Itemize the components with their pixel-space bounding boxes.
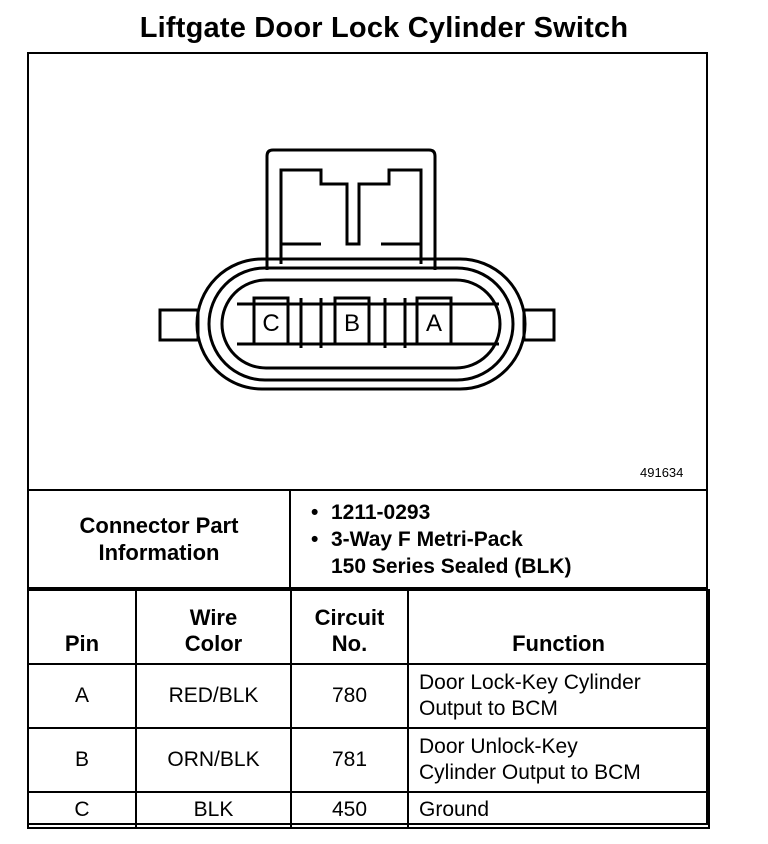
diagram-title: Liftgate Door Lock Cylinder Switch (139, 12, 629, 44)
connector-type: • 3-Way F Metri-Pack (311, 527, 523, 551)
header-wire-color: Wire Color (136, 590, 291, 664)
figure-id: 491634 (640, 465, 684, 480)
pin-table (27, 589, 710, 829)
header-circuit: Circuit No. (291, 590, 408, 664)
pin-label-b: B (343, 310, 361, 337)
table-row: A RED/BLK 780 Door Lock-Key Cylinder Output to BCM (28, 664, 709, 728)
connector-latch-inner (281, 170, 421, 264)
header-pin: Pin (28, 590, 136, 664)
pin-table-header (28, 590, 709, 664)
connector-left-tab (160, 310, 198, 340)
connector-part-info (27, 489, 708, 589)
connector-drawing (29, 54, 706, 490)
pin-label-a: A (425, 310, 443, 337)
part-info-list (290, 490, 707, 588)
part-info-label: Connector Part Information (28, 490, 290, 588)
connector-right-tab (524, 310, 554, 340)
pin-label-c: C (262, 310, 280, 337)
part-number: • 1211-0293 (311, 500, 431, 524)
connector-latch (267, 150, 435, 270)
connector-series: 150 Series Sealed (BLK) (331, 554, 572, 578)
header-function: Function (408, 590, 709, 664)
table-row: B ORN/BLK 781 Door Unlock-Key Cylinder Output to BCM (28, 728, 709, 792)
table-row: C BLK 450 Ground (28, 792, 709, 828)
